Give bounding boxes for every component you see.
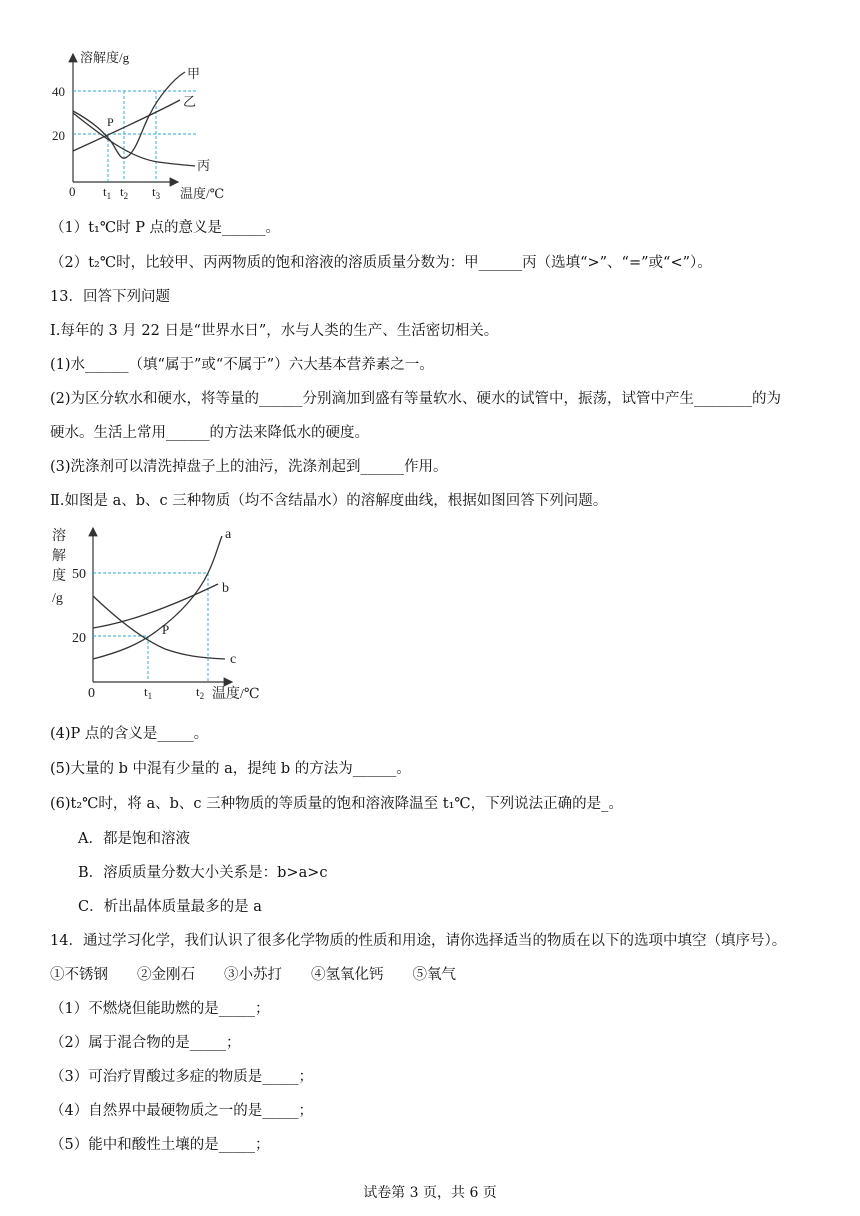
origin-label: 0 [69,184,76,199]
q13-part1-intro: Ⅰ.每年的 3 月 22 日是“世界水日”，水与人类的生产、生活密切相关。 [50,323,499,339]
svg-text:t3: $t_3$ [152,184,161,201]
q13-option-a: A．都是饱和溶液 [78,831,190,847]
x-axis-label: 温度/℃ [180,186,225,201]
curve-jia [73,72,185,158]
svg-text:t1: $t_1$ [144,684,153,701]
q14-item1: （1）不燃烧但能助燃的是_____； [50,1001,270,1017]
x-tick-t3 [152,184,161,201]
q13-sub5: (5)大量的 b 中混有少量的 a，提纯 b 的方法为______。 [50,761,411,777]
q14-item3: （3）可治疗胃酸过多症的物质是_____； [50,1069,313,1085]
q13-option-c: C．析出晶体质量最多的是 a [78,899,262,915]
curve-label-b: b [222,581,229,596]
y-axis-label-char2: 解 [52,549,66,564]
q14-title: 14．通过学习化学，我们认识了很多化学物质的性质和用途，请你选择适当的物质在以下的选项中填空（填序号）。 [50,933,787,949]
curve-a [93,536,222,659]
q14-item5: （5）能中和酸性土壤的是_____； [50,1137,270,1153]
q13-option-b: B．溶质质量分数大小关系是：b>a>c [78,865,328,881]
q14-options: ①不锈钢 ②金刚石 ③小苏打 ④氢氧化钙 ⑤氧气 [50,967,456,983]
svg-text:t1: $t_1$ [103,184,112,201]
curve-label-bing: 丙 [197,158,211,173]
y-tick-20: 20 [72,631,86,646]
origin-label: 0 [88,686,95,701]
q13-sub1: (1)水______（填“属于”或“不属于”）六大基本营养素之一。 [50,357,434,373]
q12-part1: （1）t₁℃时 P 点的意义是______。 [50,220,281,236]
q14-item4: （4）自然界中最硬物质之一的是_____； [50,1103,313,1119]
curve-label-yi: 乙 [183,94,197,109]
q13-sub3: (3)洗涤剂可以清洗掉盘子上的油污，洗涤剂起到______作用。 [50,459,448,475]
curve-label-a: a [225,527,232,542]
x-tick-t2 [196,684,204,701]
y-axis-label-char3: 度 [52,569,66,584]
solubility-chart-2 [40,522,290,707]
svg-text:t2: $t_2$ [196,684,205,701]
point-p-label: P [162,622,170,637]
q13-sub2-line2: 硬水。生活上常用______的方法来降低水的硬度。 [50,425,369,441]
y-axis-label-char1: 溶 [52,529,66,544]
curve-bing [73,113,195,166]
point-p-label: P [107,115,114,129]
x-tick-t1 [103,184,111,201]
y-tick-20: 20 [52,128,65,143]
svg-text:t2: $t_2$ [120,184,129,201]
x-axis-label: 温度/℃ [212,687,260,702]
y-axis-label: 溶解度/g [80,50,130,65]
q12-part2: （2）t₂℃时，比较甲、丙两物质的饱和溶液的溶质质量分数为：甲______丙（选填“>”、“=”或“<”）。 [50,255,712,271]
y-tick-50: 50 [72,567,86,582]
solubility-chart-1 [40,48,280,208]
y-tick-40: 40 [52,84,65,99]
curve-label-c: c [230,652,237,667]
x-tick-t2 [120,184,128,201]
curve-b [93,584,218,628]
q13-sub2-line1: (2)为区分软水和硬水，将等量的______分别滴加到盛有等量软水、硬水的试管中，振荡，试管中产生________的为 [50,391,782,407]
q13-title: 13．回答下列问题 [50,289,170,305]
q13-part2-intro: Ⅱ.如图是 a、b、c 三种物质（均不含结晶水）的溶解度曲线，根据如图回答下列问题。 [50,493,608,509]
curve-label-jia: 甲 [187,66,201,81]
curve-c [93,596,225,659]
x-tick-t1 [144,684,152,701]
q14-item2: （2）属于混合物的是_____； [50,1035,241,1051]
y-axis-label-char4: /g [52,591,63,606]
q13-sub4: (4)P 点的含义是_____。 [50,726,209,742]
page-footer: 试卷第 3 页，共 6 页 [363,1185,497,1201]
q13-sub6: (6)t₂℃时，将 a、b、c 三种物质的等质量的饱和溶液降温至 t₁℃，下列说法正确的是_。 [50,796,623,812]
